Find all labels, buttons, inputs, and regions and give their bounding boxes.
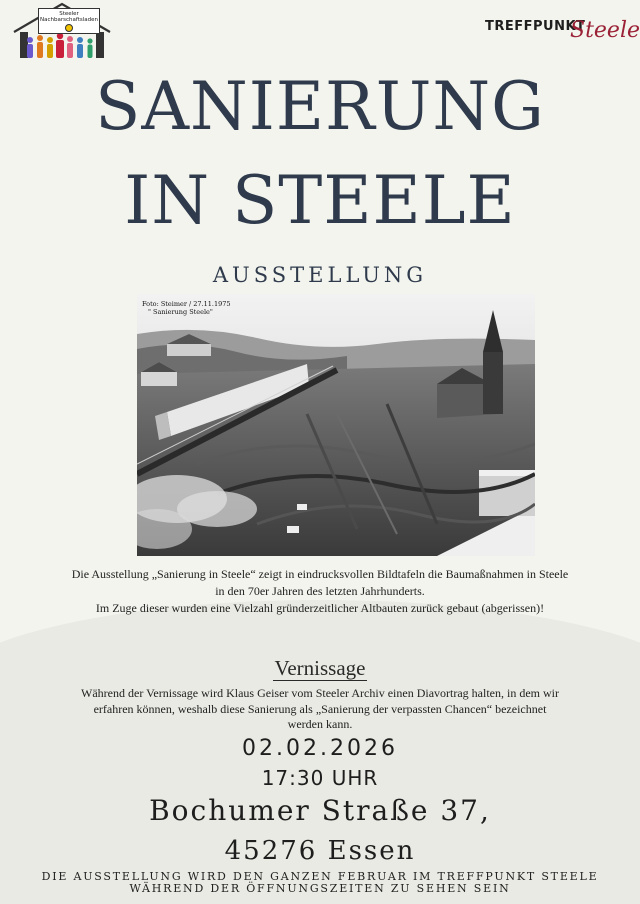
footer-line1: DIE AUSSTELLUNG WIRD DEN GANZEN FEBRUAR IM TREFFPUNKT STEELE: [41, 870, 599, 883]
vernissage-text: [40, 686, 600, 733]
construction-site-image: [137, 294, 535, 556]
description-line2: in den 70er Jahren des letzten Jahrhunderts.: [215, 584, 425, 598]
description-line1: Die Ausstellung „Sanierung in Steele“ zeigt in eindrucksvollen Bildtafeln die Baumaßnahmen in Steele: [71, 567, 569, 581]
photo-caption-line1: Foto: Steimer / 27.11.1975: [142, 300, 231, 308]
nachbarschaftsladen-logo: [6, 2, 118, 64]
description-line3: Im Zuge dieser wurden eine Vielzahl gründerzeitlicher Altbauten zurück gebaut (abgerissen)!: [95, 601, 545, 615]
address-city: 45276 Essen: [224, 836, 416, 866]
vernissage-line2: erfahren können, weshalb diese Sanierung als „Sanierung der verpassten Chancen“ bezeichnet: [93, 701, 547, 716]
logo-sign-line1: Steeler: [59, 11, 79, 17]
address-street: Bochumer Straße 37,: [149, 794, 491, 827]
footer-line2: WÄHREND DER ÖFFNUNGSZEITEN ZU SEHEN SEIN: [129, 882, 511, 895]
brand-script: Steele: [570, 18, 640, 43]
photo-caption: [142, 300, 231, 316]
event-time: 17:30 UHR: [261, 766, 379, 790]
people-icon: [27, 33, 93, 58]
event-date: 02.02.2026: [242, 736, 398, 761]
title-line1: SANIERUNG: [95, 68, 545, 145]
vernissage-line1: Während der Vernissage wird Klaus Geiser vom Steeler Archiv einen Diavortrag halten, in dem wir: [81, 686, 559, 700]
historic-photo: [137, 294, 535, 556]
brand-word: TREFFPUNKT: [485, 19, 586, 34]
exhibition-description: [20, 566, 620, 617]
title-line2: IN STEELE: [124, 162, 516, 239]
logo-sign-line2: Nachbarschaftsladen: [40, 17, 98, 23]
photo-caption-line2: " Sanierung Steele": [148, 308, 213, 316]
treffpunkt-steele-brand: [482, 16, 640, 50]
vernissage-line3: werden kann.: [287, 717, 353, 731]
vernissage-heading-text: Vernissage: [274, 656, 366, 680]
vernissage-heading: [0, 656, 640, 681]
subtitle: AUSSTELLUNG: [212, 263, 428, 287]
footer-note: [0, 871, 640, 895]
sun-icon: [65, 24, 73, 32]
